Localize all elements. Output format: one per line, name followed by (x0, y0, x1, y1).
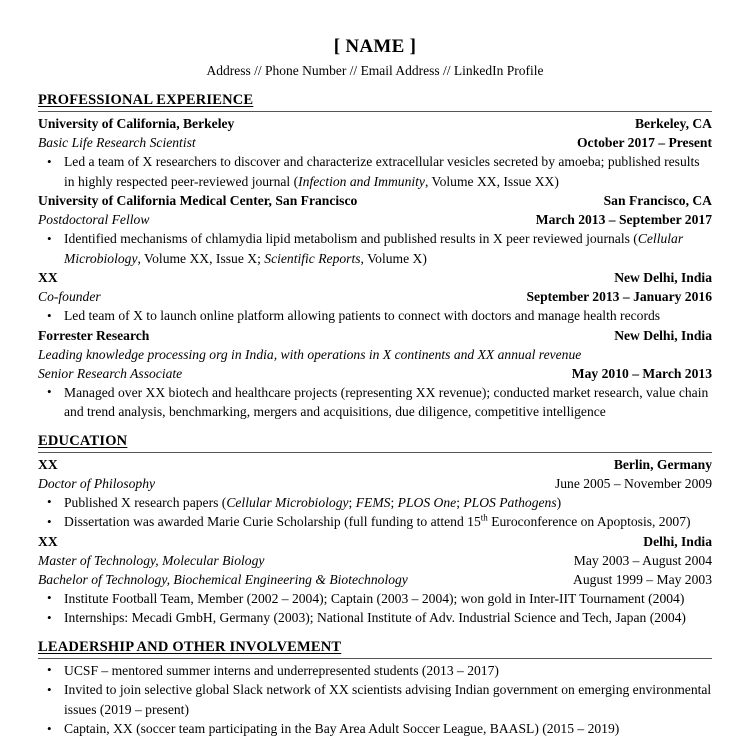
entry-row (38, 326, 712, 345)
section-divider (38, 452, 712, 453)
entry-row (38, 570, 712, 589)
job-title: Basic Life Research Scientist (38, 135, 196, 150)
employer-name: XX (38, 270, 58, 285)
entry-row (38, 210, 712, 229)
entry-row (38, 455, 712, 474)
job-title: Senior Research Associate (38, 365, 183, 381)
education-entry (38, 455, 712, 532)
entry-row (38, 532, 712, 551)
section-education (38, 432, 712, 628)
school-location: Berlin, Germany (613, 456, 712, 472)
employer-location: Berkeley, CA (634, 116, 712, 131)
experience-bullet-list (38, 306, 712, 326)
bullet-item: • Led a team of X researchers to discover and characterize extracellular vesicles secreted by amoeba; published results in highly respected peer-reviewed journal (Infection and Immunity, Volume XX, Issue XX) (38, 152, 712, 191)
experience-bullet-list (38, 152, 712, 191)
employer-name: University of California, Berkeley (38, 116, 235, 131)
bullet-item: • Led team of X to launch online platform allowing patients to connect with doctors and manage health records (38, 306, 712, 326)
bullet-item: • Captain, XX (soccer team participating in the Bay Area Adult Soccer League, BAASL) (2015 – 2019) (38, 719, 712, 739)
entry-row (38, 114, 712, 133)
bullet-item: • Identified mechanisms of chlamydia lipid metabolism and published results in X peer reviewed journals (Cellular Microbiology, Volume XX, Issue X; Scientific Reports, Volume X) (38, 229, 712, 268)
bullet-item: • UCSF – mentored summer interns and underrepresented students (2013 – 2017) (38, 661, 712, 681)
experience-entry (38, 114, 712, 191)
degree-dates: June 2005 – November 2009 (554, 475, 712, 491)
degree-dates: May 2003 – August 2004 (573, 552, 712, 568)
job-dates: September 2013 – January 2016 (526, 289, 712, 304)
leadership-bullet-list (38, 661, 712, 739)
employer-location: San Francisco, CA (603, 193, 712, 208)
section-divider (38, 658, 712, 659)
section-title-leadership: LEADERSHIP AND OTHER INVOLVEMENT (38, 638, 342, 655)
entry-row (38, 268, 712, 287)
job-dates: May 2010 – March 2013 (571, 365, 712, 381)
bullet-item: • Invited to join selective global Slack network of XX scientists advising Indian government on emerging environmental issues (2019 – present) (38, 680, 712, 719)
entry-row (38, 474, 712, 493)
experience-bullet-list (38, 383, 712, 422)
section-heading (38, 91, 712, 109)
degree-dates: August 1999 – May 2003 (573, 571, 712, 587)
bullet-item: • Published X research papers (Cellular Microbiology; FEMS; PLOS One; PLOS Pathogens) (38, 493, 712, 513)
degree-name: Doctor of Philosophy (38, 475, 156, 491)
experience-entry (38, 326, 712, 422)
section-leadership (38, 638, 712, 739)
entry-row (38, 287, 712, 306)
employer-description: Leading knowledge processing org in India, with operations in X continents and XX annual revenue (38, 346, 582, 362)
bullet-item: • Institute Football Team, Member (2002 – 2004); Captain (2003 – 2004); won gold in Inter-IIT Tournament (2004) (38, 589, 712, 609)
bullet-item: • Managed over XX biotech and healthcare projects (representing XX revenue); conducted market research, value chain and trend analysis, benchmarking, mergers and acquisitions, due diligence, competitive intelligence (38, 383, 712, 422)
entry-row (38, 364, 712, 383)
job-title: Postdoctoral Fellow (38, 212, 150, 227)
school-name: XX (38, 533, 58, 549)
section-heading (38, 638, 712, 656)
employer-location: New Delhi, India (614, 327, 712, 343)
contact-line: Address // Phone Number // Email Address // LinkedIn Profile (206, 63, 544, 78)
bullet-item: • Dissertation was awarded Marie Curie Scholarship (full funding to attend 15th Euroconference on Apoptosis, 2007) (38, 512, 712, 532)
employer-name: Forrester Research (38, 327, 150, 343)
entry-row (38, 133, 712, 152)
bullet-item: • Internships: Mecadi GmbH, Germany (2003); National Institute of Adv. Industrial Science and Tech, Japan (2004) (38, 608, 712, 628)
page-title: [ NAME ] (333, 36, 417, 57)
degree-name: Master of Technology, Molecular Biology (38, 552, 265, 568)
section-divider (38, 111, 712, 112)
experience-entry (38, 191, 712, 268)
experience-entry-list (38, 114, 712, 422)
resume-header (38, 0, 712, 81)
entry-row (38, 191, 712, 210)
education-entry-list (38, 455, 712, 628)
degree-name: Bachelor of Technology, Biochemical Engineering & Biotechnology (38, 571, 408, 587)
experience-bullet-list (38, 229, 712, 268)
employer-name: University of California Medical Center, San Francisco (38, 193, 358, 208)
section-title-education: EDUCATION (38, 432, 128, 449)
education-bullet-list (38, 589, 712, 628)
entry-row (38, 551, 712, 570)
school-name: XX (38, 456, 58, 472)
education-bullet-list (38, 493, 712, 532)
employer-location: New Delhi, India (614, 270, 712, 285)
job-dates: March 2013 – September 2017 (535, 212, 712, 227)
section-professional-experience (38, 91, 712, 422)
section-heading (38, 432, 712, 450)
school-location: Delhi, India (643, 533, 712, 549)
job-dates: October 2017 – Present (576, 135, 712, 150)
job-title: Co-founder (38, 289, 101, 304)
education-entry (38, 532, 712, 628)
experience-entry (38, 268, 712, 326)
section-title-experience: PROFESSIONAL EXPERIENCE (38, 92, 254, 108)
